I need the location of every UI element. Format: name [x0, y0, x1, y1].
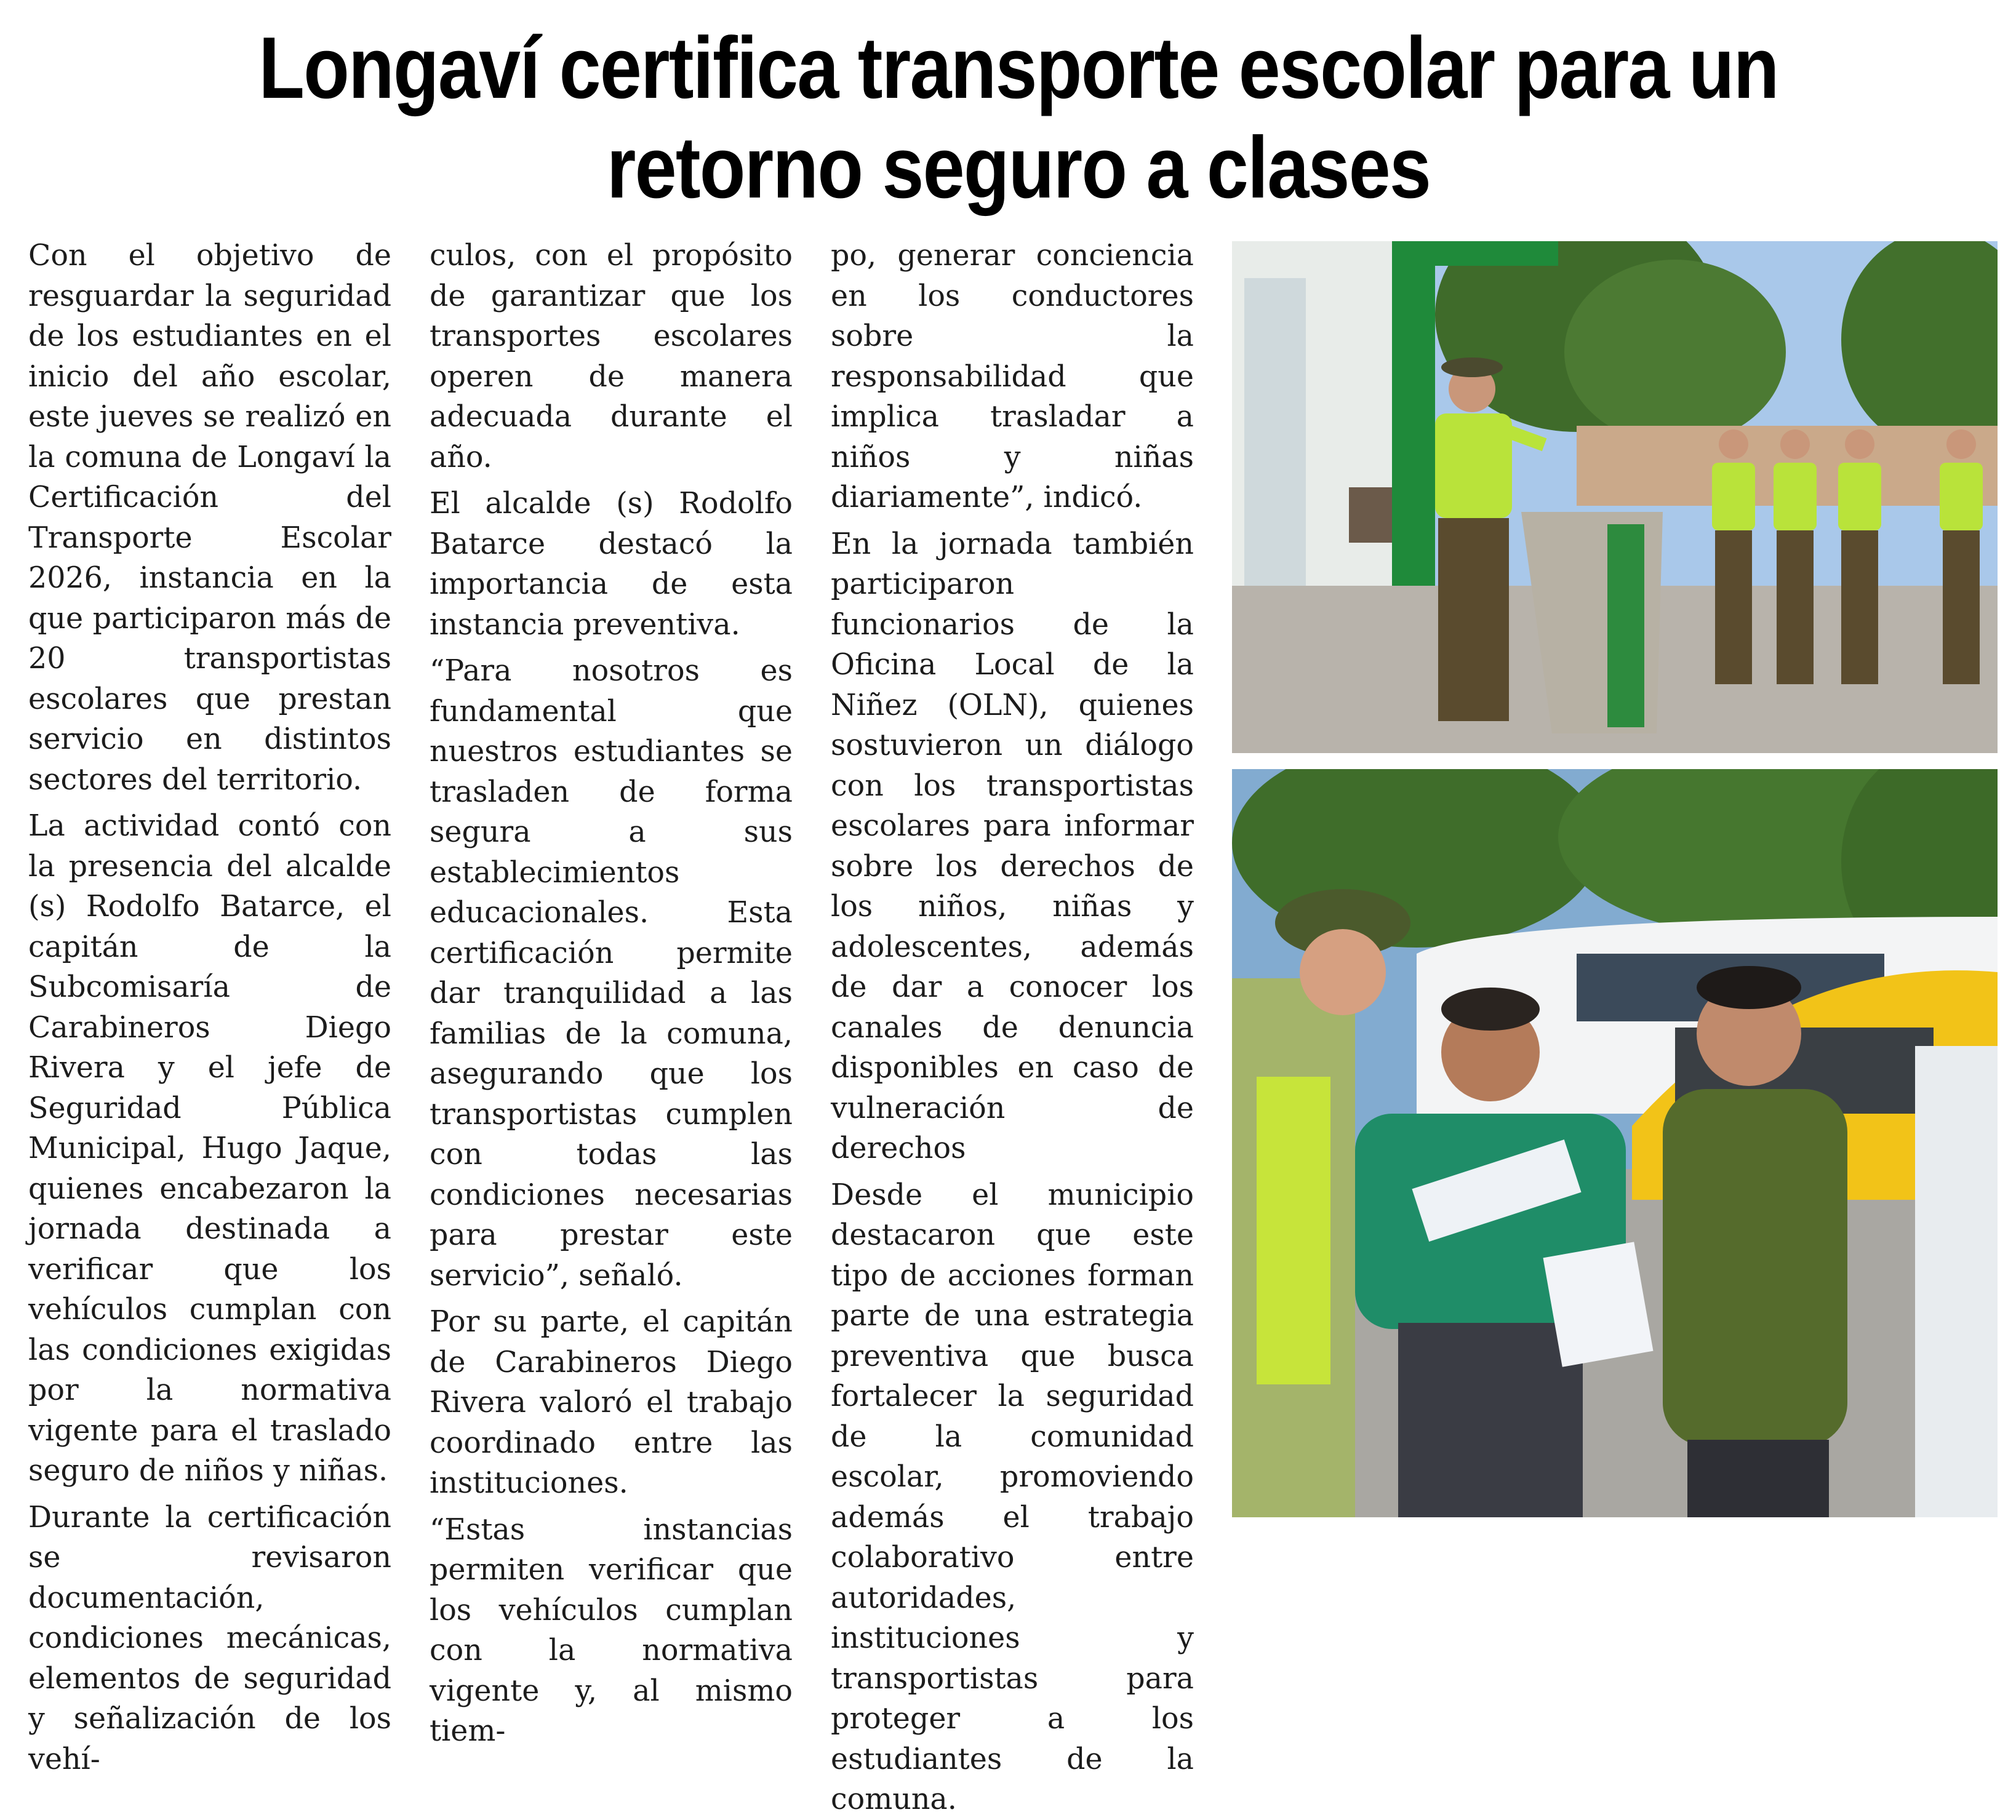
article-headline: [222, 18, 1815, 218]
text-column-3: [831, 236, 1194, 1816]
paragraph: La actividad contó con la presencia del alcalde (s) Rodolfo Batarce, el capitán de la Subcomisaría de Carabineros Diego Rivera y el jefe de Seguridad Pública Municipal, Hugo Jaque, quienes encabezaron la jornada destinada a verificar que los vehículos cumplan con las condiciones exigidas por la normativa vigente para el traslado seguro de niños y niñas.: [28, 809, 391, 1488]
photo-inspection-illustration: [1232, 769, 1998, 1517]
paragraph: “Para nosotros es fundamental que nuestros estudiantes se trasladen de forma segura a sus establecimientos educacionales. Esta certificación permite dar tranquilidad a las familias de la comuna, asegurando que los transportistas cumplen con todas las condiciones necesarias para prestar este servicio”, señaló.: [430, 654, 793, 1293]
paragraph: En la jornada también participaron funcionarios de la Oficina Local de la Niñez (OLN), quienes sostuvieron un diálogo con los transportistas escolares para informar sobre los derechos de los niños, niñas y adolescentes, además de dar a conocer los canales de denuncia disponibles en caso de vulneración de derechos: [831, 527, 1194, 1165]
paragraph: El alcalde (s) Rodolfo Batarce destacó la importancia de esta instancia preventiva.: [430, 487, 793, 642]
paragraph: Por su parte, el capitán de Carabineros Diego Rivera valoró el trabajo coordinado entre las instituciones.: [430, 1305, 793, 1500]
headline-line-1: Longaví certifica transporte escolar para un: [258, 19, 1778, 117]
paragraph: po, generar conciencia en los conductores sobre la responsabilidad que implica trasladar a niños y niñas diariamente”, indicó.: [831, 239, 1194, 514]
paragraph: “Estas instancias permiten verificar que los vehículos cumplan con la normativa vigente y, al mismo tiem-: [430, 1512, 793, 1748]
paragraph: Durante la certificación se revisaron documentación, condiciones mecánicas, elementos de seguridad y señalización de los vehí-: [28, 1500, 391, 1776]
paragraph: culos, con el propósito de garantizar que los transportes escolares operen de manera adecuada durante el año.: [430, 239, 793, 474]
headline-line-2: retorno seguro a clases: [606, 119, 1431, 217]
photo-podium-illustration: [1232, 241, 1998, 753]
photo-inspection: [1232, 769, 1998, 1517]
paragraph: Con el objetivo de resguardar la seguridad de los estudiantes en el inicio del año escolar, este jueves se realizó en la comuna de Longaví la Certificación del Transporte Escolar 2026, instancia en la que participaron más de 20 transportistas escolares que prestan servicio en distintos sectores del territorio.: [28, 239, 391, 797]
text-column-1: [28, 236, 391, 1776]
text-column-2: [430, 236, 793, 1748]
paragraph: Desde el municipio destacaron que este tipo de acciones forman parte de una estrategia preventiva que busca fortalecer la seguridad de la comunidad escolar, promoviendo además el trabajo colaborativo entre autoridades, instituciones y transportistas para proteger a los estudiantes de la comuna.: [831, 1178, 1194, 1816]
photo-podium-ceremony: [1232, 241, 1998, 753]
